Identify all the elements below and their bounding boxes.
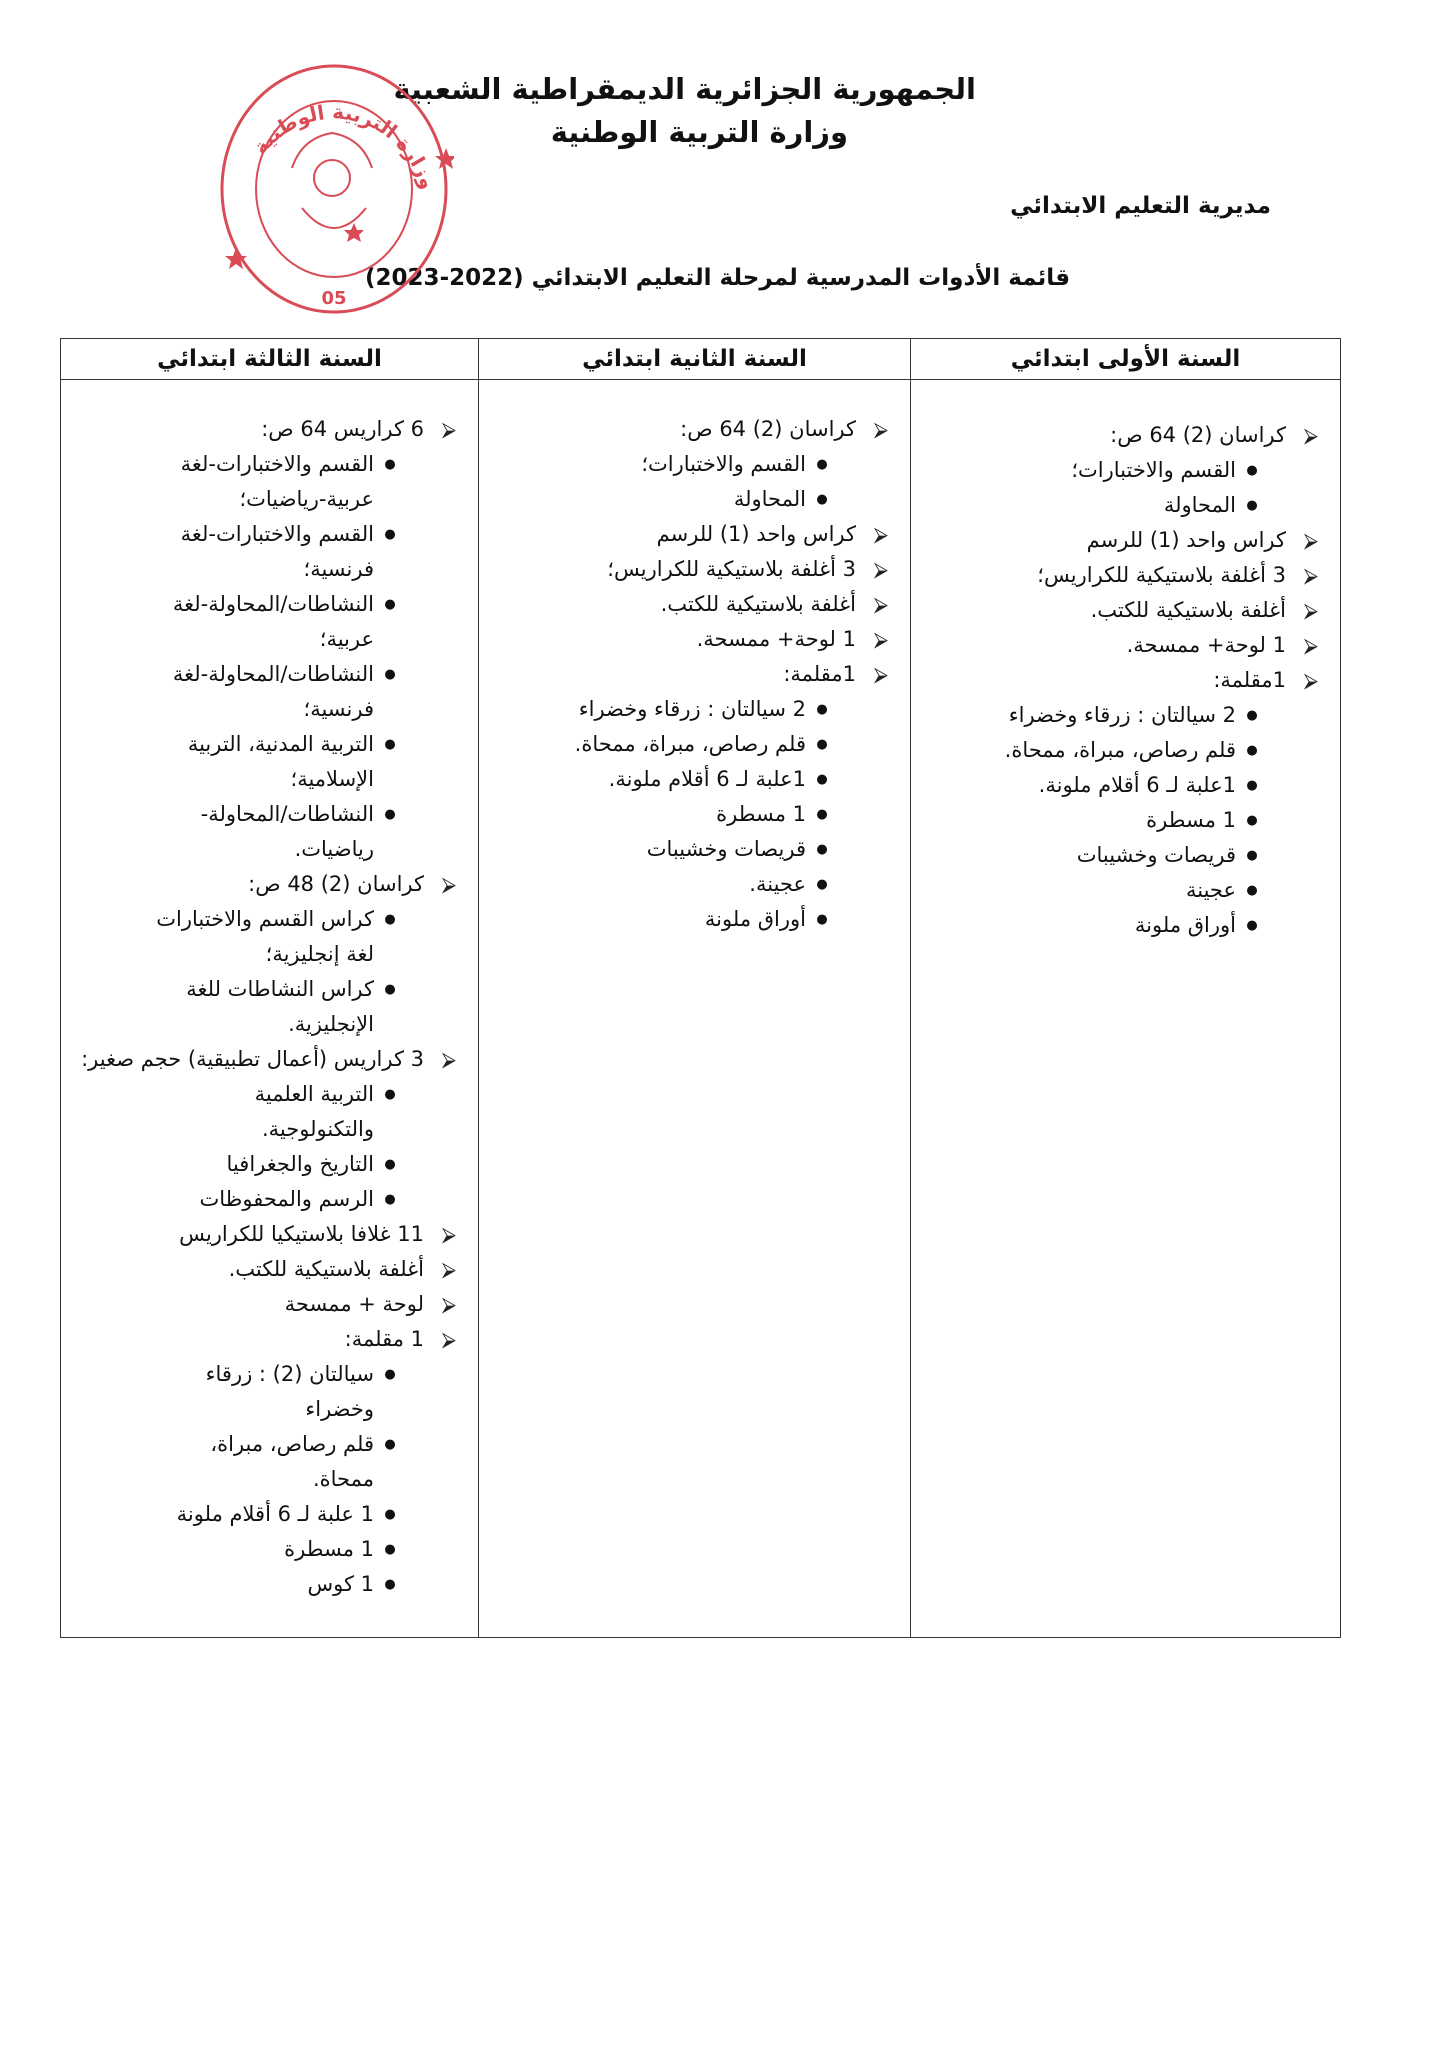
- supply-subitem-label: أوراق ملونة: [704, 907, 806, 931]
- supply-subitem: [497, 762, 888, 797]
- dot-bullet-icon: [1236, 768, 1268, 803]
- arrow-bullet-icon: ⮚: [1303, 633, 1318, 657]
- supply-subitem: [79, 1497, 456, 1532]
- dot-bullet-icon: [1236, 908, 1268, 943]
- supply-subitem-label: المحاولة: [733, 487, 806, 511]
- supply-item-label: كراسان (2) 64 ص:: [1110, 423, 1286, 447]
- supply-subitem-label: النشاطات/المحاولة-رياضيات.: [200, 802, 374, 861]
- supply-item: [929, 558, 1318, 593]
- supply-subitem: [79, 727, 456, 797]
- supply-group: [79, 867, 456, 1042]
- dot-bullet-icon: [806, 727, 838, 762]
- supply-item: [929, 523, 1318, 558]
- supply-subitem: [497, 482, 888, 517]
- supply-subitem: [929, 803, 1318, 838]
- supply-item-label: 11 غلافا بلاستيكيا للكراريس: [179, 1222, 424, 1246]
- supply-group: [929, 663, 1318, 943]
- arrow-bullet-icon: ⮚: [1303, 598, 1318, 622]
- supply-group: [497, 622, 888, 657]
- arrow-bullet-icon: ⮚: [873, 662, 888, 686]
- dot-bullet-icon: [374, 1077, 406, 1112]
- dot-bullet-icon: [806, 832, 838, 867]
- arrow-bullet-icon: ⮚: [873, 592, 888, 616]
- supply-item-label: 3 أغلفة بلاستيكية للكراريس؛: [1037, 563, 1286, 587]
- supply-subitem-label: قريصات وخشيبات: [646, 837, 806, 861]
- supply-subitem-label: 1 مسطرة: [1146, 808, 1236, 832]
- supply-subitem: [929, 908, 1318, 943]
- arrow-bullet-icon: ⮚: [1303, 528, 1318, 552]
- supply-subitem: [79, 1182, 456, 1217]
- supply-group: [497, 657, 888, 937]
- supply-group: [79, 1287, 456, 1322]
- supply-subitem-label: القسم والاختبارات-لغة عربية-رياضيات؛: [180, 452, 374, 511]
- supply-group: [929, 418, 1318, 523]
- arrow-bullet-icon: ⮚: [441, 1327, 456, 1351]
- supply-item-label: 3 أغلفة بلاستيكية للكراريس؛: [607, 557, 856, 581]
- supply-subitem-label: 2 سيالتان : زرقاء وخضراء: [1008, 703, 1236, 727]
- supply-subitem-label: قلم رصاص، مبراة، ممحاة.: [1004, 738, 1236, 762]
- dot-bullet-icon: [1236, 733, 1268, 768]
- supply-item-label: 1 لوحة+ ممسحة.: [1126, 633, 1286, 657]
- supply-group: [929, 628, 1318, 663]
- supply-subitem: [79, 797, 456, 867]
- supply-item: [79, 1322, 456, 1357]
- column-heading-year-2: السنة الثانية ابتدائي: [479, 339, 911, 380]
- supply-group: [79, 1252, 456, 1287]
- supply-subitem: [497, 867, 888, 902]
- arrow-bullet-icon: ⮚: [441, 1047, 456, 1071]
- supply-subitem: [79, 1427, 456, 1497]
- supply-subitem: [929, 453, 1318, 488]
- year-1-column: [911, 380, 1341, 1638]
- supply-subitem-label: 1علبة لـ 6 أقلام ملونة.: [608, 767, 806, 791]
- dot-bullet-icon: [806, 867, 838, 902]
- supply-subitem-label: التربية العلمية والتكنولوجية.: [254, 1082, 374, 1141]
- dot-bullet-icon: [1236, 453, 1268, 488]
- dot-bullet-icon: [374, 1532, 406, 1567]
- supply-item: [497, 657, 888, 692]
- supply-subitem: [929, 873, 1318, 908]
- supply-group: [79, 1217, 456, 1252]
- supply-item: [929, 593, 1318, 628]
- dot-bullet-icon: [374, 797, 406, 832]
- supply-group: [79, 412, 456, 867]
- supply-item-label: 1 لوحة+ ممسحة.: [696, 627, 856, 651]
- dot-bullet-icon: [374, 727, 406, 762]
- supply-item-label: 6 كراريس 64 ص:: [261, 417, 424, 441]
- supply-subitem-label: 1 كوس: [307, 1572, 374, 1596]
- supply-subitem-label: 1 مسطرة: [284, 1537, 374, 1561]
- supply-item-label: كراس واحد (1) للرسم: [1086, 528, 1286, 552]
- dot-bullet-icon: [374, 972, 406, 1007]
- supply-item: [929, 628, 1318, 663]
- dot-bullet-icon: [374, 1427, 406, 1462]
- supply-item: [497, 412, 888, 447]
- supply-subitem-label: قلم رصاص، مبراة، ممحاة.: [574, 732, 806, 756]
- supply-subitem-label: القسم والاختبارات؛: [1071, 458, 1236, 482]
- year-3-column: [61, 380, 479, 1638]
- supply-subitem: [929, 733, 1318, 768]
- supply-subitem-label: كراس النشاطات للغة الإنجليزية.: [186, 977, 374, 1036]
- supply-subitem-label: 1 علبة لـ 6 أقلام ملونة: [176, 1502, 374, 1526]
- dot-bullet-icon: [374, 902, 406, 937]
- supply-group: [79, 1042, 456, 1217]
- dot-bullet-icon: [1236, 803, 1268, 838]
- arrow-bullet-icon: ⮚: [441, 872, 456, 896]
- supply-subitem-label: عجينة.: [749, 872, 806, 896]
- supply-item: [497, 622, 888, 657]
- supply-subitem: [79, 1077, 456, 1147]
- supply-subitem: [79, 657, 456, 727]
- arrow-bullet-icon: ⮚: [441, 1292, 456, 1316]
- supply-subitem: [929, 488, 1318, 523]
- supply-group: [929, 523, 1318, 558]
- supply-subitem-label: 2 سيالتان : زرقاء وخضراء: [578, 697, 806, 721]
- supply-subitem-label: عجينة: [1185, 878, 1236, 902]
- supply-item-label: أغلفة بلاستيكية للكتب.: [1090, 598, 1286, 622]
- supply-subitem-label: المحاولة: [1163, 493, 1236, 517]
- dot-bullet-icon: [374, 1182, 406, 1217]
- dot-bullet-icon: [1236, 488, 1268, 523]
- supply-subitem-label: أوراق ملونة: [1134, 913, 1236, 937]
- arrow-bullet-icon: ⮚: [873, 417, 888, 441]
- dot-bullet-icon: [374, 517, 406, 552]
- dot-bullet-icon: [1236, 838, 1268, 873]
- dot-bullet-icon: [374, 1357, 406, 1392]
- dot-bullet-icon: [374, 1567, 406, 1602]
- supply-subitem: [79, 587, 456, 657]
- dot-bullet-icon: [374, 657, 406, 692]
- dot-bullet-icon: [1236, 873, 1268, 908]
- stamp-number: 05: [321, 288, 347, 309]
- supply-subitem: [79, 1147, 456, 1182]
- arrow-bullet-icon: ⮚: [441, 1257, 456, 1281]
- arrow-bullet-icon: ⮚: [441, 1222, 456, 1246]
- supply-item: [497, 587, 888, 622]
- document-title: قائمة الأدوات المدرسية لمرحلة التعليم الابتدائي (2022-2023): [365, 265, 1070, 291]
- supply-group: [497, 517, 888, 552]
- supply-item-label: كراسان (2) 64 ص:: [680, 417, 856, 441]
- supply-item: [929, 663, 1318, 698]
- supply-item: [79, 1252, 456, 1287]
- supply-group: [929, 593, 1318, 628]
- column-heading-year-1: السنة الأولى ابتدائي: [911, 339, 1341, 380]
- arrow-bullet-icon: ⮚: [1303, 563, 1318, 587]
- supplies-table: [60, 338, 1341, 1638]
- arrow-bullet-icon: ⮚: [1303, 668, 1318, 692]
- supply-subitem: [497, 902, 888, 937]
- official-stamp: [214, 58, 454, 320]
- supply-subitem: [79, 1532, 456, 1567]
- supply-subitem: [497, 727, 888, 762]
- supply-item-label: لوحة + ممسحة: [284, 1292, 424, 1316]
- supply-item: [79, 1042, 456, 1077]
- supply-item: [79, 1217, 456, 1252]
- supply-subitem-label: التربية المدنية، التربية الإسلامية؛: [187, 732, 374, 791]
- directorate-heading: مديرية التعليم الابتدائي: [1010, 193, 1271, 219]
- arrow-bullet-icon: ⮚: [1303, 423, 1318, 447]
- supply-group: [497, 552, 888, 587]
- supply-subitem: [79, 517, 456, 587]
- dot-bullet-icon: [806, 797, 838, 832]
- dot-bullet-icon: [374, 1497, 406, 1532]
- supply-subitem-label: 1 مسطرة: [716, 802, 806, 826]
- supply-subitem: [929, 698, 1318, 733]
- supply-item-label: 1مقلمة:: [1213, 668, 1286, 692]
- dot-bullet-icon: [806, 692, 838, 727]
- supply-item: [79, 867, 456, 902]
- supply-subitem-label: قلم رصاص، مبراة، ممحاة.: [210, 1432, 374, 1491]
- supply-item: [79, 412, 456, 447]
- supply-subitem: [79, 1357, 456, 1427]
- supply-subitem-label: كراس القسم والاختبارات لغة إنجليزية؛: [156, 907, 374, 966]
- supply-subitem-label: القسم والاختبارات-لغة فرنسية؛: [180, 522, 374, 581]
- supply-subitem: [929, 838, 1318, 873]
- arrow-bullet-icon: ⮚: [873, 557, 888, 581]
- supply-item: [929, 418, 1318, 453]
- supply-subitem: [497, 832, 888, 867]
- supply-item-label: كراسان (2) 48 ص:: [248, 872, 424, 896]
- supply-item-label: كراس واحد (1) للرسم: [656, 522, 856, 546]
- supply-item-label: 1 مقلمة:: [344, 1327, 424, 1351]
- supply-group: [79, 1322, 456, 1602]
- supply-item-label: 1مقلمة:: [783, 662, 856, 686]
- supply-item: [497, 552, 888, 587]
- stamp-text: وزارة التربية الوطنية: [248, 99, 441, 192]
- year-2-column: [479, 380, 911, 1638]
- dot-bullet-icon: [806, 762, 838, 797]
- supply-subitem-label: سيالتان (2) : زرقاء وخضراء: [205, 1362, 374, 1421]
- supply-item-label: أغلفة بلاستيكية للكتب.: [660, 592, 856, 616]
- supply-subitem-label: النشاطات/المحاولة-لغة عربية؛: [172, 592, 374, 651]
- supply-group: [497, 587, 888, 622]
- arrow-bullet-icon: ⮚: [441, 417, 456, 441]
- supply-subitem-label: القسم والاختبارات؛: [641, 452, 806, 476]
- supply-item: [497, 517, 888, 552]
- supply-subitem-label: الرسم والمحفوظات: [199, 1187, 374, 1211]
- ministry-heading: وزارة التربية الوطنية: [550, 115, 848, 149]
- dot-bullet-icon: [806, 482, 838, 517]
- arrow-bullet-icon: ⮚: [873, 627, 888, 651]
- column-heading-year-3: السنة الثالثة ابتدائي: [61, 339, 479, 380]
- dot-bullet-icon: [806, 447, 838, 482]
- supply-subitem: [79, 972, 456, 1042]
- supply-subitem: [497, 797, 888, 832]
- supply-subitem: [929, 768, 1318, 803]
- supply-subitem-label: قريصات وخشيبات: [1076, 843, 1236, 867]
- supply-item-label: 3 كراريس (أعمال تطبيقية) حجم صغير:: [81, 1047, 424, 1071]
- supply-subitem: [79, 447, 456, 517]
- dot-bullet-icon: [374, 587, 406, 622]
- dot-bullet-icon: [806, 902, 838, 937]
- supply-subitem-label: النشاطات/المحاولة-لغة فرنسية؛: [172, 662, 374, 721]
- supply-subitem: [497, 447, 888, 482]
- supply-subitem-label: التاريخ والجغرافيا: [226, 1152, 374, 1176]
- supply-subitem: [79, 902, 456, 972]
- dot-bullet-icon: [374, 1147, 406, 1182]
- dot-bullet-icon: [1236, 698, 1268, 733]
- dot-bullet-icon: [374, 447, 406, 482]
- republic-heading: الجمهورية الجزائرية الديمقراطية الشعبية: [393, 72, 976, 106]
- supply-subitem: [497, 692, 888, 727]
- supply-subitem: [79, 1567, 456, 1602]
- arrow-bullet-icon: ⮚: [873, 522, 888, 546]
- supply-item-label: أغلفة بلاستيكية للكتب.: [228, 1257, 424, 1281]
- supply-subitem-label: 1علبة لـ 6 أقلام ملونة.: [1038, 773, 1236, 797]
- supply-group: [929, 558, 1318, 593]
- supply-group: [497, 412, 888, 517]
- supply-item: [79, 1287, 456, 1322]
